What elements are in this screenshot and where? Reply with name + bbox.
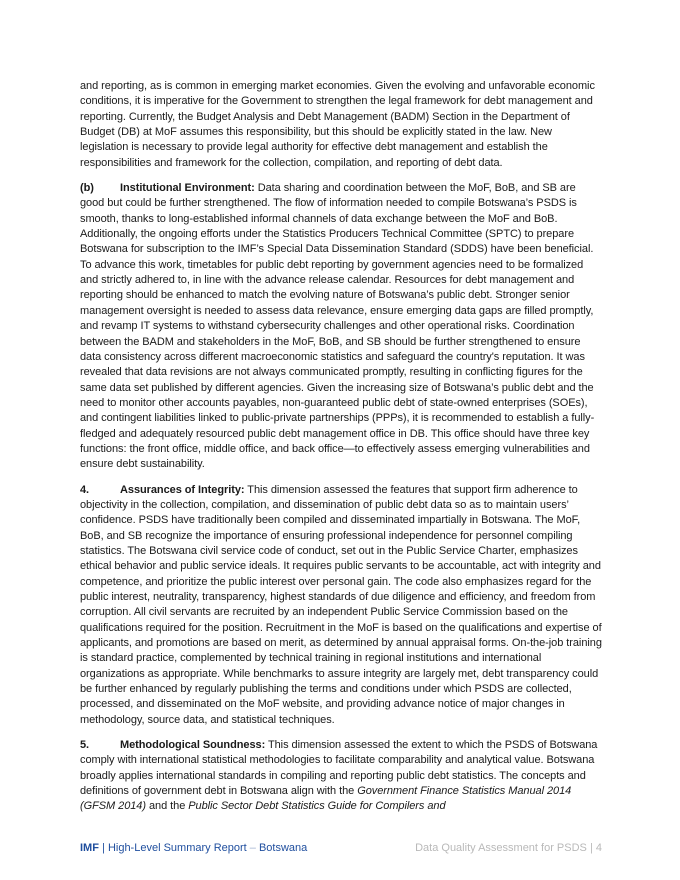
footer-separator: | bbox=[98, 842, 108, 854]
paragraph-methodological-soundness bbox=[80, 738, 602, 815]
paragraph-number: 5. bbox=[80, 739, 90, 752]
paragraph-heading: Institutional Environment: bbox=[120, 182, 255, 195]
paragraph-continued: and reporting, as is common in emerging market economies. Given the evolving and unfavorable economic conditions, it is imperative for the Government to strengthen the legal framework for debt management and reporting. Currently, the Budget Analysis and Debt Management (BADM) Section in the Department of Budget (DB) at MoF assumes this responsibility, but this should be explicitly stated in the law. New legislation is necessary to provide legal authority for effective debt management and establish the responsibilities and framework for the collection, compilation, and reporting of debt data. bbox=[80, 80, 595, 169]
footer-org: IMF bbox=[80, 842, 99, 854]
paragraph-text: This dimension assessed the extent to which the PSDS of Botswana comply with international statistical methodologies to facilitate comparability and analytical value. Botswana broadly applies international standards in compiling and reporting public debt statistics. The concepts and definitions of government debt in Botswana align with the bbox=[80, 739, 598, 798]
footer-country: Botswana bbox=[258, 842, 308, 854]
document-body bbox=[80, 79, 602, 825]
paragraph-institutional-environment bbox=[80, 181, 602, 473]
paragraph-heading: Assurances of Integrity: bbox=[120, 483, 245, 496]
paragraph-label: (b) bbox=[80, 182, 94, 195]
paragraph-text-joiner: and the bbox=[145, 800, 189, 813]
paragraph-assurances-of-integrity bbox=[80, 483, 602, 729]
page-number: 4 bbox=[595, 842, 602, 854]
psds-guide-title: Public Sector Debt Statistics Guide for Compilers and bbox=[188, 800, 446, 813]
footer-dash: – bbox=[246, 842, 259, 854]
gfsm-title: Government Finance Statistics Manual 2014 (GFSM 2014) bbox=[80, 785, 572, 813]
paragraph-text: This dimension assessed the features that support firm adherence to objectivity in the collection, compilation, and dissemination of public debt data so as to maintain users’ confidence. PSDS have traditionally been compiled and disseminated impartially in Botswana. The MoF, BoB, and SB recognize the importance of ensuring professional independence for personnel compiling statistics. The Botswana civil service code of conduct, set out in the Public Service Charter, emphasizes ethical behavior and public service ideals. It requires public servants to be accountable, act with integrity and competence, and prioritize the public interest over personal gain. The code also emphasizes regard for the public interest, neutrality, transparency, highest standards of due diligence and efficiency, and freedom from corruption. All civil servants are recruited by an independent Public Service Commission based on the qualifications required for the position. Recruitment in the MoF is based on the qualifications and expertise of applicants, and promotions are based on merit, as determined by annual appraisal forms. On-the-job training is standard practice, complemented by technical training in regional institutions and international organizations as appropriate. While benchmarks to assure integrity are largely met, debt transparency could be further enhanced by regularly publishing the terms and conditions under which PSDS are collected, processed, and disseminated on the MoF website, and providing advance notice of major changes in methodology, source data, and statistical techniques. bbox=[80, 483, 602, 726]
paragraph-heading: Methodological Soundness: bbox=[120, 739, 266, 752]
paragraph-number: 4. bbox=[80, 483, 90, 496]
footer-report: High-Level Summary Report bbox=[107, 842, 247, 854]
footer-section-title: Data Quality Assessment for PSDS bbox=[415, 842, 587, 854]
paragraph-text: Data sharing and coordination between the MoF, BoB, and SB are good but could be further strengthened. The flow of information needed to compile Botswana’s PSDS is smooth, thanks to long-established informal channels of data exchange between the MoF and BoB. Additionally, the ongoing efforts under the Statistics Producers Technical Committee (SPTC) to prepare Botswana for subscription to the IMF’s Special Data Dissemination Standard (SDDS) have been beneficial. To advance this work, timetables for public debt reporting by government agencies need to be formalized and strictly adhered to, in line with the advance release calendar. Resources for debt management and reporting should be enhanced to match the evolving nature of Botswana’s public debt. Stronger senior management oversight is needed to assess data relevance, ensure emerging data gaps are filled promptly, and revamp IT systems to withstand cybersecurity challenges and other operational risks. Coordination between the BADM and stakeholders in the MoF, BoB, and SB should be further strengthened to ensure data consistency across different macroeconomic statistics and safeguard the country's reputation. It was revealed that data revisions are not always communicated promptly, resulting in conflicting figures for the same data set published by different agencies. Given the increasing size of Botswana’s public debt and the need to monitor other accounts payables, non-guaranteed public debt of state-owned enterprises (SOEs), and contingent liabilities linked to public-private partnerships (PPPs), it is recommended to establish a fully-fledged and adequately resourced public debt management office in DB. This office should have three key functions: the front office, middle office, and back office—to effectively assess emerging vulnerabilities and ensure debt sustainability. bbox=[80, 182, 595, 471]
footer-right-separator: | bbox=[586, 842, 596, 854]
footer-page-info bbox=[415, 841, 602, 855]
footer-report-title bbox=[80, 841, 307, 855]
